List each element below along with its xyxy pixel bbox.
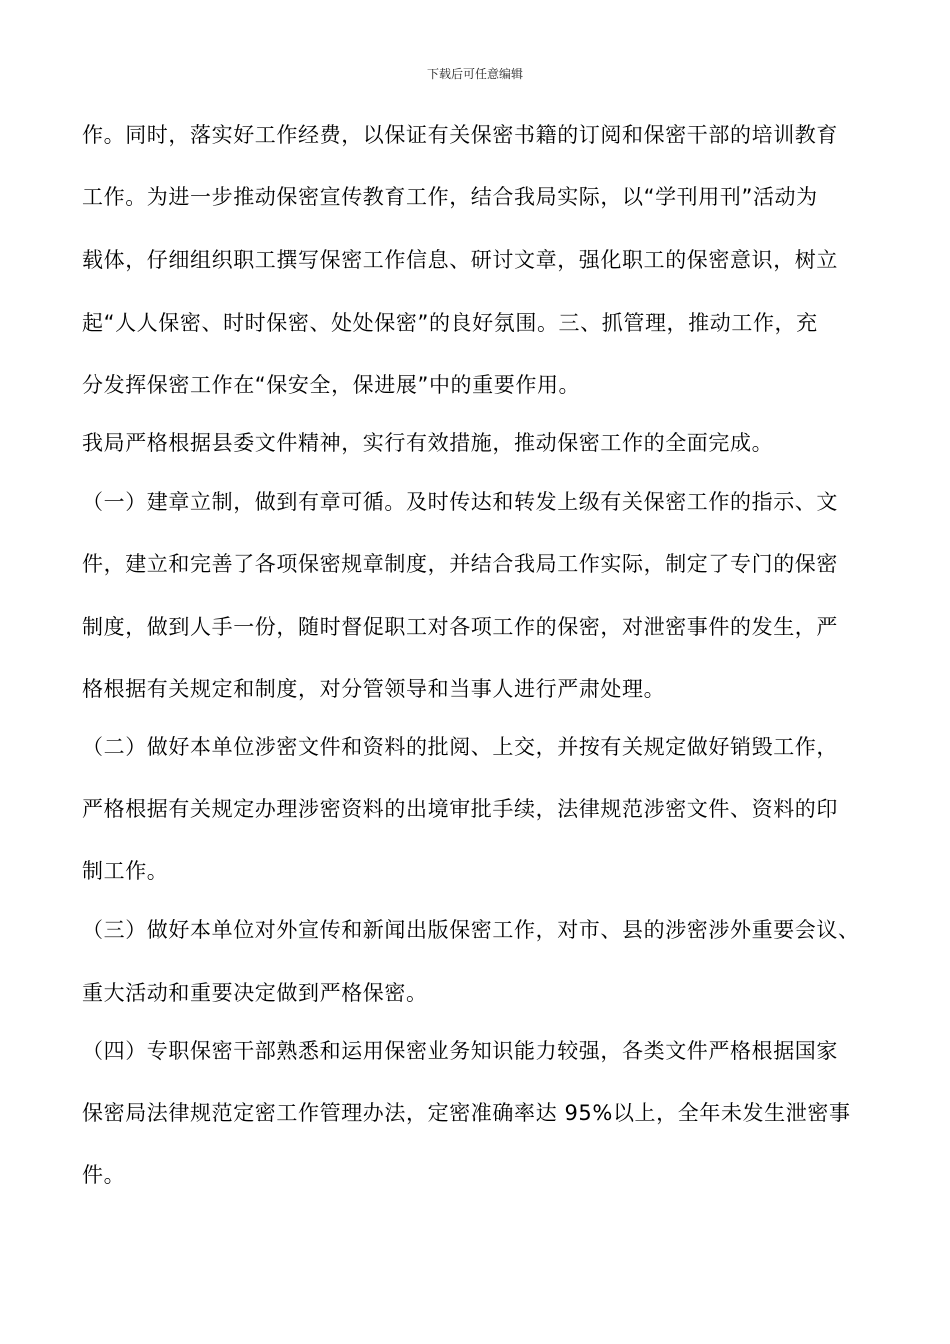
text-line: 重大活动和重要决定做到严格保密。 bbox=[82, 981, 428, 1005]
text-line: 我局严格根据县委文件精神，实行有效措施，推动保密工作的全面完成。 bbox=[82, 431, 774, 455]
text-line: 起“人人保密、时时保密、处处保密”的良好氛围。三、抓管理，推动工作，充 bbox=[82, 311, 818, 335]
text-line: 制度，做到人手一份，随时督促职工对各项工作的保密，对泄密事件的发生，严 bbox=[82, 615, 838, 639]
text-line: （四）专职保密干部熟悉和运用保密业务知识能力较强，各类文件严格根据国家 bbox=[82, 1039, 838, 1063]
text-line: 件。 bbox=[82, 1163, 126, 1187]
text-line: 分发挥保密工作在“保安全，保进展”中的重要作用。 bbox=[82, 373, 581, 397]
text-line: 件，建立和完善了各项保密规章制度，并结合我局工作实际，制定了专门的保密 bbox=[82, 552, 838, 576]
page-header: 下载后可任意编辑 bbox=[426, 67, 523, 81]
text-line: 工作。为进一步推动保密宣传教育工作，结合我局实际，以“学刊用刊”活动为 bbox=[82, 185, 818, 209]
text-line: （二）做好本单位涉密文件和资料的批阅、上交，并按有关规定做好销毁工作， bbox=[82, 735, 838, 759]
text-line: 制工作。 bbox=[82, 859, 169, 883]
text-line: 格根据有关规定和制度，对分管领导和当事人进行严肃处理。 bbox=[82, 677, 666, 701]
text-line: 作。同时，落实好工作经费，以保证有关保密书籍的订阅和保密干部的培训教育 bbox=[82, 123, 838, 147]
text-line: （一）建章立制，做到有章可循。及时传达和转发上级有关保密工作的指示、文 bbox=[82, 490, 838, 514]
text-line: 保密局法律规范定密工作管理办法，定密准确率达 95%以上，全年未发生泄密事 bbox=[82, 1101, 851, 1125]
text-line: （三）做好本单位对外宣传和新闻出版保密工作，对市、县的涉密涉外重要会议、 bbox=[82, 918, 860, 942]
text-line: 严格根据有关规定办理涉密资料的出境审批手续，法律规范涉密文件、资料的印 bbox=[82, 797, 838, 821]
text-line: 载体，仔细组织职工撰写保密工作信息、研讨文章，强化职工的保密意识，树立 bbox=[82, 248, 838, 272]
